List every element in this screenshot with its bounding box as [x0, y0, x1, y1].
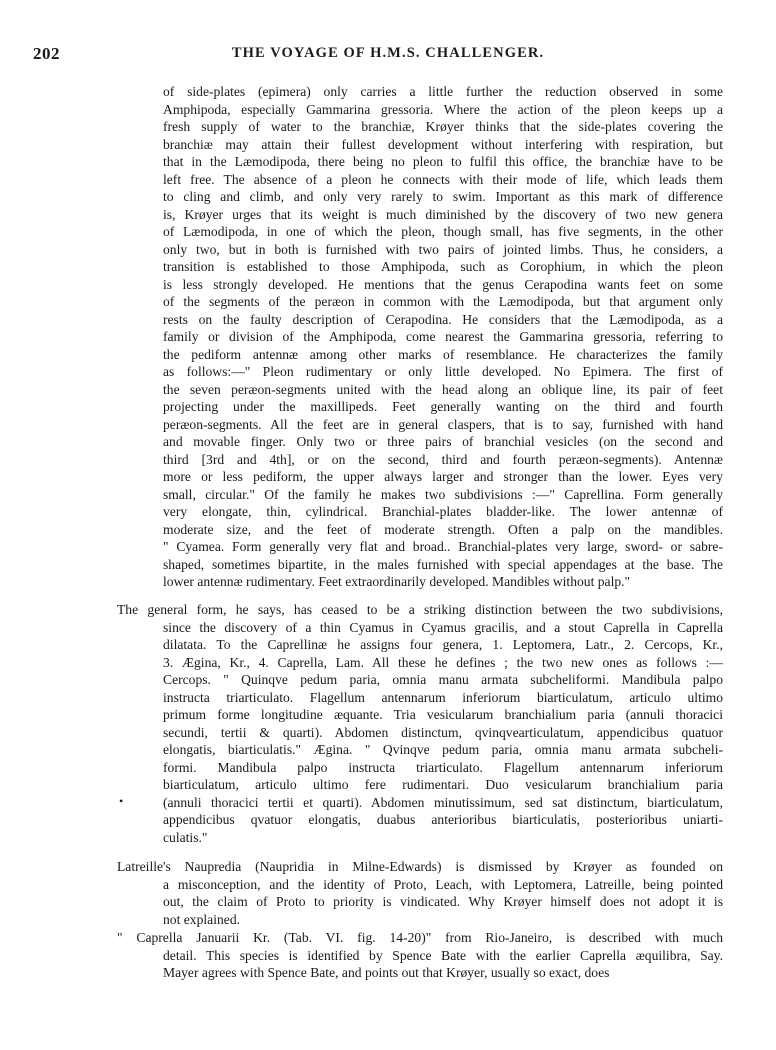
text-line: small, circular." Of the family he makes two subdivisions :—" Caprellina. Form generally [163, 486, 723, 502]
running-head: THE VOYAGE OF H.M.S. CHALLENGER. [231, 45, 545, 61]
text-line: of Læmodipoda, in one of which the pleon, though small, has five segments, in the other [163, 224, 723, 239]
text-line: not explained. [163, 911, 241, 927]
text-line: is, Krøyer urges that its weight is much diminished by the discovery of two new genera [163, 206, 723, 222]
text-line: as follows:—" Pleon rudimentary or only little developed. No Epimera. The first of [163, 364, 723, 379]
text-line: Amphipoda, especially Gammarina gressoria. Where the action of the pleon keeps up a [163, 101, 723, 117]
text-line: (annuli thoracici tertii et quarti). Abdomen minutissimum, sed sat distinctum, biarticulatum, [163, 794, 723, 810]
paragraph-general-form [117, 601, 723, 846]
text-line: dilatata. To the Caprellinæ he assigns four genera, 1. Leptomera, Latr., 2. Cercops, Kr., [163, 637, 723, 652]
text-line: of side-plates (epimera) only carries a little further the reduction observed in some [163, 84, 723, 99]
text-line: family or division of the Amphipoda, come nearest the Gammarina gressoria, referring to [163, 329, 723, 344]
text-line: peræon-segments. All the feet are in general claspers, that is to say, furnished with hand [163, 416, 723, 432]
text-line: very elongate, thin, cylindrical. Branchial-plates bladder-like. The lower antennæ of [163, 504, 723, 519]
text-line: shaped, sometimes bipartite, in the males furnished with special appendages at the base. The [163, 556, 723, 572]
text-line: a misconception, and the identity of Proto, Leach, with Leptomera, Latreille, being pointed [163, 876, 723, 892]
text-line: instructa triarticulato. Flagellum antennarum inferiorum biarticulatum, articulo ultimo [163, 689, 723, 705]
text-line: secundi, tertii & quarti). Abdomen distinctum, qvinqvearticulatum, appendicibus quatuor [163, 724, 723, 740]
text-line: that in the Læmodipoda, there being no pleon to fulfil this office, the branchiæ have to be [163, 154, 723, 169]
text-line: is less strongly developed. He mentions that the genus Cerapodina wants feet on some [163, 276, 723, 292]
text-line: out, the claim of Proto to priority is vindicated. Why Krøyer himself does not adopt it is [163, 894, 723, 909]
text-line: 3. Ægina, Kr., 4. Caprella, Lam. All these he defines ; the two new ones as follows :— [163, 654, 723, 670]
text-line: projecting under the maxillipeds. Feet generally wanting on the third and fourth [163, 399, 723, 414]
text-line: The general form, he says, has ceased to be a striking distinction between the two subdivisions, [117, 602, 723, 617]
text-line: culatis." [163, 829, 208, 845]
text-line: biarticulatum, articulo ultimo fere rudimentari. Duo vesicularum branchialium paria [163, 777, 723, 792]
text-line: since the discovery of a thin Cyamus in Cyamus gracilis, and a stout Caprella in Caprella [163, 619, 723, 635]
paragraph-continuation [163, 83, 723, 591]
text-line: Latreille's Naupredia (Naupridia in Milne-Edwards) is dismissed by Krøyer as founded on [117, 859, 723, 874]
text-line: third [3rd and 4th], or on the second, third and fourth peræon-segments). Antennæ [163, 451, 723, 467]
text-line: rests on the faulty description of Cerapodina. He considers that the Læmodipoda, as a [163, 311, 723, 327]
text-line: lower antennæ rudimentary. Feet extraordinarily developed. Mandibles without palp." [163, 574, 631, 589]
paragraph-latreille [117, 858, 723, 928]
text-line: appendicibus qvatuor elongatis, duabus anterioribus biarticulatis, posterioribus uniarti- [163, 812, 723, 827]
text-line: moderate size, and the feet of moderate strength. Often a palp on the mandibles. [163, 521, 723, 537]
paragraph-caprella-januarii [117, 929, 723, 982]
text-line: and movable finger. Only two or three pairs of branchial vesicles (on the second and [163, 434, 723, 449]
page-number: 202 [33, 44, 60, 63]
text-line: formi. Mandibula palpo instructa triarticulato. Flagellum antennarum inferiorum [163, 759, 723, 775]
text-line: fresh supply of water to the branchiæ, Krøyer thinks that the side-plates covering the [163, 119, 723, 134]
text-line: the seven peræon-segments united with the head along an oblique line, its pair of feet [163, 381, 723, 397]
text-line: elongatis, biarticulatis." Ægina. " Qvinqve pedum paria, omnia manu armata subcheli- [163, 742, 723, 757]
text-line: to cling and climb, and only very rarely to swim. Important as this mark of difference [163, 189, 723, 204]
text-line: the pediform antennæ among other marks of resemblance. He characterizes the family [163, 346, 723, 362]
text-line: Cercops. " Quinqve pedum paria, omnia manu armata subcheliformi. Mandibula palpo [163, 672, 723, 687]
text-line: Mayer agrees with Spence Bate, and points out that Krøyer, usually so exact, does [163, 965, 610, 980]
text-line: detail. This species is identified by Spence Bate with the earlier Caprella æquilibra, Say. [163, 947, 723, 963]
text-line: " Cyamea. Form generally very flat and broad.. Branchial-plates very large, sword- or sabre- [163, 539, 723, 554]
text-line: " Caprella Januarii Kr. (Tab. VI. fig. 14-20)" from Rio-Janeiro, is described with much [117, 930, 723, 945]
text-line: primum forme longitudine æquante. Tria vesicularum branchialium paria (annuli thoracici [163, 707, 723, 722]
text-line: of the segments of the peræon in common with the Læmodipoda, but that argument only [163, 294, 723, 309]
text-line: only two, but in both is furnished with two pairs of jointed limbs. Thus, he considers, a [163, 241, 723, 257]
text-line: left free. The absence of a pleon he connects with their mode of life, which leads them [163, 171, 723, 187]
margin-mark: • [119, 794, 124, 808]
text-line: transition is established to those Amphipoda, such as Corophium, in which the pleon [163, 259, 723, 274]
text-line: more or less pediform, the upper always larger and stronger than the lower. Eyes very [163, 469, 723, 484]
text-line: branchiæ may attain their fullest development without interfering with respiration, but [163, 136, 723, 152]
